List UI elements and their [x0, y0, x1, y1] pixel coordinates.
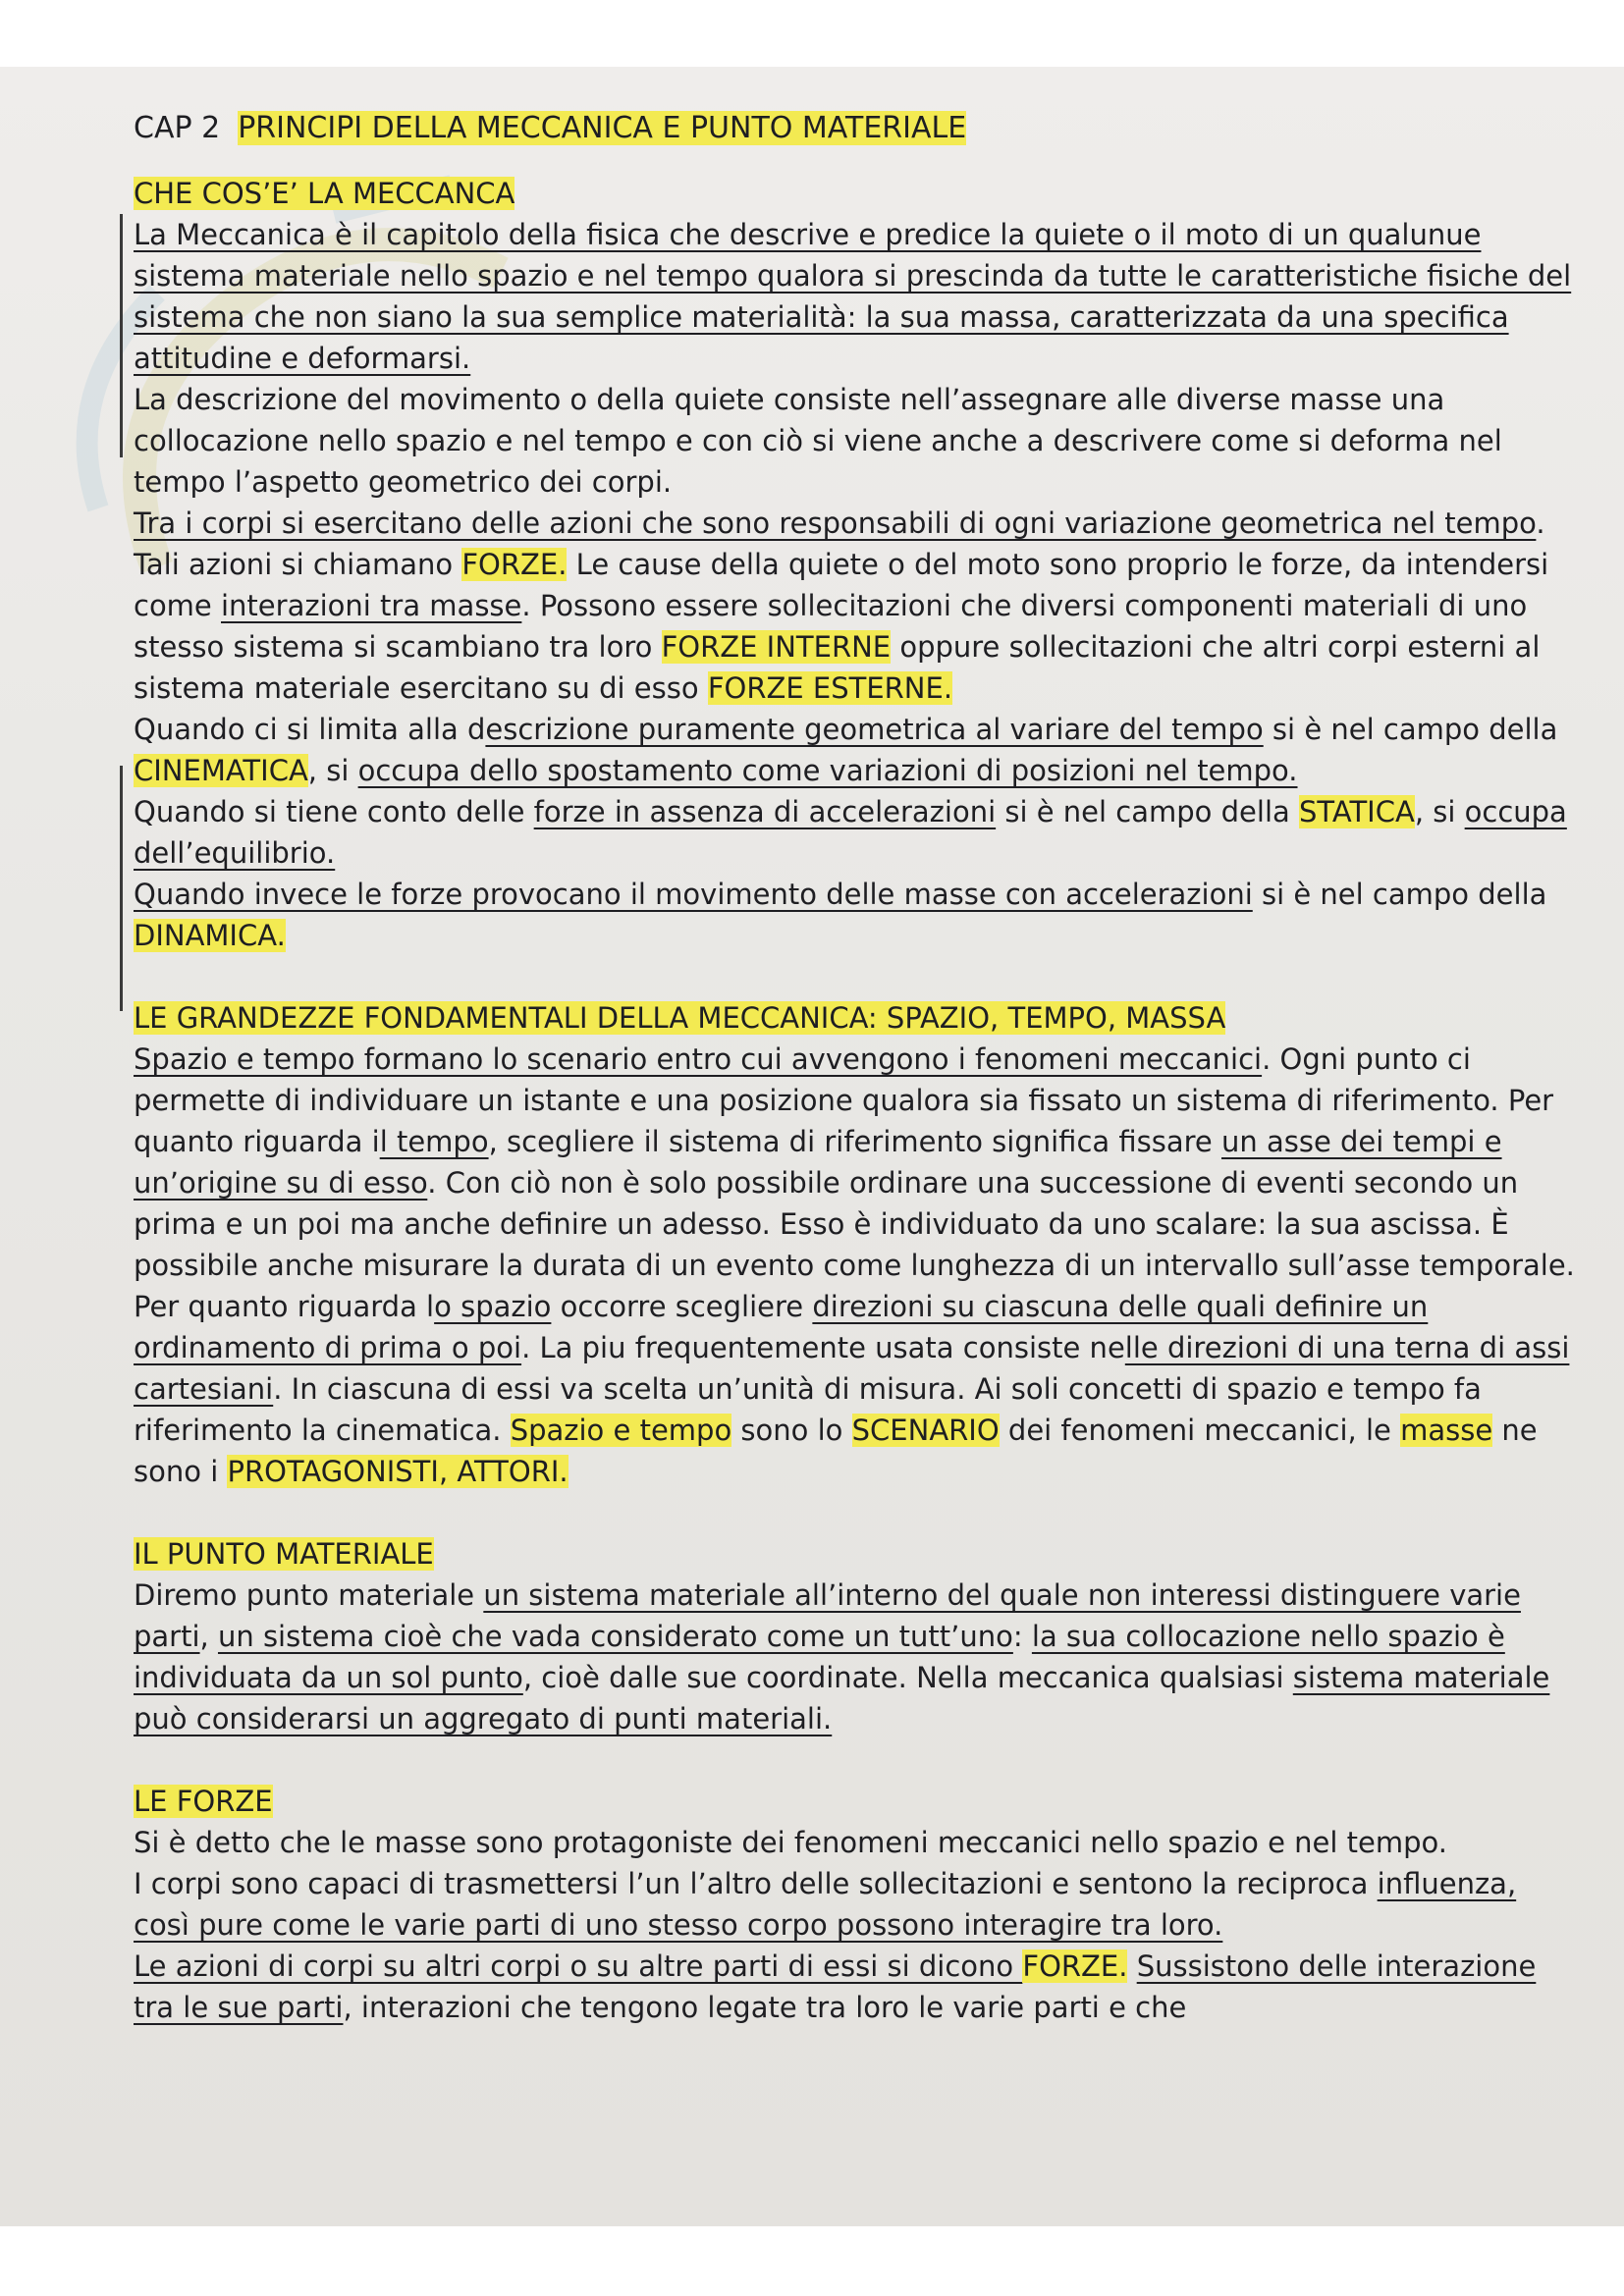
text-run: : — [1012, 1620, 1032, 1653]
text-run: . In ciascuna di essi va scelta un’unità di misura. Ai soli concetti di spazio e tempo fa riferimento la cinematica. — [134, 1372, 1482, 1447]
text-run: occorre scegliere — [551, 1290, 813, 1323]
underlined-text: Spazio e tempo formano lo scenario entro cui avvengono i fenomeni meccanici — [134, 1042, 1263, 1076]
text-run: , scegliere il sistema di riferimento significa fissare — [488, 1125, 1221, 1158]
text-run: sono lo — [731, 1414, 852, 1447]
text-run: ne sono i — [134, 1414, 1538, 1488]
section-grandezze — [134, 997, 1577, 1492]
section-punto — [134, 1533, 1577, 1739]
highlighted-text: Spazio e tempo — [510, 1414, 732, 1447]
underlined-text: sistema materiale può considerarsi un aggregato di punti materiali. — [134, 1661, 1550, 1735]
text-run: Quando ci si limita alla d — [134, 713, 486, 746]
paragraph — [134, 1575, 1577, 1739]
text-run: . Ogni punto ci permette di individuare un istante e una posizione qualora sia fissato un sistema di riferimento. Per quanto riguarda i — [134, 1042, 1554, 1158]
text-run: I corpi sono capaci di trasmettersi l’un l’altro delle sollecitazioni e sentono la reciproca — [134, 1867, 1378, 1900]
text-run — [1127, 1949, 1136, 1983]
paragraph — [134, 1822, 1577, 1863]
page-content — [134, 106, 1577, 2069]
paragraph — [134, 709, 1577, 791]
text-run: . Con ciò non è solo possibile ordinare una successione di eventi secondo un prima e un poi ma anche definire un adesso. Esso è individuato da uno scalare: la sua ascissa. È possibile anche misurare la durata di un evento come lunghezza di un intervallo sull’asse temporale. Per quanto riguarda l — [134, 1166, 1575, 1323]
text-run: si è nel campo della — [996, 795, 1299, 828]
text-run: si è nel campo della — [1263, 713, 1558, 746]
highlighted-text: SCENARIO — [851, 1414, 1000, 1447]
highlighted-text: STATICA — [1299, 795, 1415, 828]
section-meccanica — [134, 173, 1577, 956]
section-forze — [134, 1781, 1577, 2028]
text-run: , si — [307, 754, 358, 787]
highlighted-text: FORZE INTERNE — [661, 630, 892, 664]
paragraph — [134, 874, 1577, 956]
underlined-text: forze in assenza di accelerazioni — [533, 795, 997, 828]
margin-bracket-2 — [120, 766, 123, 1011]
text-run: dei fenomeni meccanici, le — [999, 1414, 1401, 1447]
paragraph — [134, 214, 1577, 379]
section-title — [134, 1533, 1577, 1575]
section-title-text: LE FORZE — [134, 1785, 273, 1818]
paragraph — [134, 1863, 1577, 1946]
text-run: Diremo punto materiale — [134, 1578, 484, 1612]
text-run: , interazioni che tengono legate tra loro le varie parti e che — [343, 1991, 1187, 2024]
chapter-title: PRINCIPI DELLA MECCANICA E PUNTO MATERIALE — [238, 111, 967, 145]
text-run: Quando si tiene conto delle — [134, 795, 534, 828]
underlined-text: un asse dei tempi e un’origine su di esso — [134, 1125, 1502, 1200]
underlined-text: occupa dell’equilibrio. — [134, 795, 1567, 870]
document-title — [134, 106, 1577, 151]
text-run: . Tali azioni si chiamano — [134, 507, 1545, 581]
section-title-text: IL PUNTO MATERIALE — [134, 1537, 434, 1571]
paragraph — [134, 1946, 1577, 2028]
text-run: , si — [1414, 795, 1465, 828]
highlighted-text: FORZE ESTERNE. — [707, 671, 953, 705]
underlined-text: o spazio — [434, 1290, 552, 1323]
underlined-text: occupa dello spostamento come variazioni di posizioni nel tempo. — [357, 754, 1298, 787]
highlighted-text: FORZE. — [1022, 1949, 1128, 1983]
underlined-text: Tra i corpi si esercitano delle azioni che sono responsabili di ogni variazione geometrica nel tempo — [134, 507, 1537, 540]
text-run: , — [199, 1620, 218, 1653]
document-page — [0, 67, 1624, 2226]
section-title-text: LE GRANDEZZE FONDAMENTALI DELLA MECCANICA: SPAZIO, TEMPO, MASSA — [134, 1001, 1226, 1035]
underlined-text: Quando invece le forze provocano il movimento delle masse con accelerazioni — [134, 878, 1253, 911]
text-run: Si è detto che le masse sono protagoniste dei fenomeni meccanici nello spazio e nel tempo. — [134, 1826, 1447, 1859]
paragraph — [134, 503, 1577, 709]
highlighted-text: FORZE. — [461, 548, 568, 581]
underlined-text: Le azioni di corpi su altri corpi o su altre parti di essi si dicono — [134, 1949, 1023, 1983]
text-run: . Possono essere sollecitazioni che diversi componenti materiali di uno stesso sistema si scambiano tra loro — [134, 589, 1528, 664]
highlighted-text: PROTAGONISTI, ATTORI. — [227, 1455, 568, 1488]
underlined-text: influenza, così pure come le varie parti di uno stesso corpo possono interagire tra loro. — [134, 1867, 1517, 1942]
section-title — [134, 997, 1577, 1039]
section-title-text: CHE COS’E’ LA MECCANCA — [134, 177, 515, 210]
text-run: La descrizione del movimento o della quiete consiste nell’assegnare alle diverse masse una collocazione nello spazio e nel tempo e con ciò si viene anche a descrivere come si deforma nel tempo l’aspetto geometrico dei corpi. — [134, 383, 1502, 499]
chapter-number: CAP 2 — [134, 111, 221, 145]
text-run: , cioè dalle sue coordinate. Nella meccanica qualsiasi — [522, 1661, 1293, 1694]
underlined-text: un sistema materiale all’interno del quale non interessi distinguere varie parti — [134, 1578, 1521, 1653]
section-title — [134, 1781, 1577, 1822]
text-run: si è nel campo della — [1252, 878, 1547, 911]
highlighted-text: DINAMICA. — [134, 919, 286, 952]
paragraph — [134, 1039, 1577, 1492]
sections-container — [134, 173, 1577, 2028]
text-run: Le cause della quiete o del moto sono proprio le forze, da intendersi come — [134, 548, 1549, 622]
underlined-text: interazioni tra masse — [221, 589, 522, 622]
section-title — [134, 173, 1577, 214]
paragraph — [134, 379, 1577, 503]
underlined-text: l tempo — [379, 1125, 489, 1158]
text-run: . La piu frequentemente usata consiste ne — [521, 1331, 1125, 1364]
text-run: oppure sollecitazioni che altri corpi esterni al sistema materiale esercitano su di esso — [134, 630, 1541, 705]
highlighted-text: masse — [1400, 1414, 1493, 1447]
underlined-text: lle direzioni di una terna di assi cartesiani — [134, 1331, 1570, 1406]
underlined-text: escrizione puramente geometrica al variare del tempo — [485, 713, 1264, 746]
underlined-text: un sistema cioè che vada considerato come un tutt’uno — [217, 1620, 1013, 1653]
underlined-text: direzioni su ciascuna delle quali definire un ordinamento di prima o poi — [134, 1290, 1429, 1364]
margin-bracket-1 — [120, 214, 123, 457]
underlined-text: Sussistono delle interazione tra le sue parti — [134, 1949, 1537, 2024]
underlined-text: la sua collocazione nello spazio è individuata da un sol punto — [134, 1620, 1505, 1694]
underlined-text: La Meccanica è il capitolo della fisica che descrive e predice la quiete o il moto di un qualunue sistema materiale nello spazio e nel tempo qualora si prescinda da tutte le caratteristiche fisiche del sistema che non siano la sua semplice materialità: la sua massa, caratterizzata da una specifica attitudine e deformarsi. — [134, 218, 1572, 375]
paragraph — [134, 791, 1577, 874]
highlighted-text: CINEMATICA — [134, 754, 308, 787]
